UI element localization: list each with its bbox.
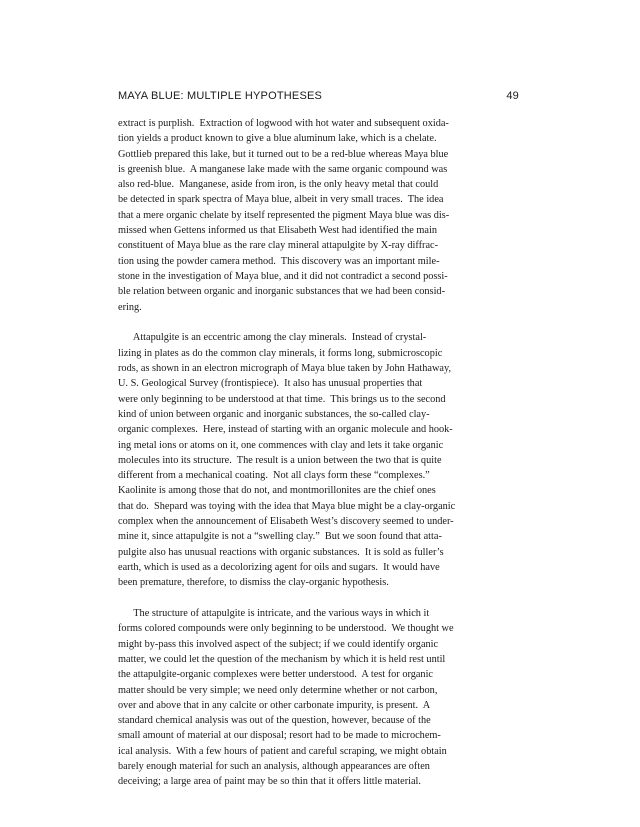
text-line: forms colored compounds were only beginning to be understood. We thought we <box>118 623 454 635</box>
text-line: Attapulgite is an eccentric among the clay minerals. Instead of crystal- <box>118 332 427 344</box>
text-line: different from a mechanical coating. Not all clays form these “complexes.” <box>118 470 430 482</box>
text-line: been premature, therefore, to dismiss the clay-organic hypothesis. <box>118 577 389 589</box>
text-line: U. S. Geological Survey (frontispiece). It also has unusual properties that <box>118 378 423 390</box>
text-line: that do. Shepard was toying with the idea that Maya blue might be a clay-organic <box>118 500 456 512</box>
paragraph-gap <box>118 591 520 607</box>
text-line: Gottlieb prepared this lake, but it turned out to be a red-blue whereas Maya blue <box>118 148 449 160</box>
text-line: pulgite also has unusual reactions with organic substances. It is sold as fuller’s <box>118 546 444 558</box>
text-line: complex when the announcement of Elisabeth West’s discovery seemed to under- <box>118 516 454 528</box>
text-line: extract is purplish. Extraction of logwood with hot water and subsequent oxida- <box>118 118 449 129</box>
text-line: ble relation between organic and inorganic substances that we had been consid- <box>118 286 446 298</box>
text-line: deceiving; a large area of paint may be so thin that it offers little material. <box>118 776 421 788</box>
text-line: also red-blue. Manganese, aside from iron, is the only heavy metal that could <box>118 179 439 191</box>
body-text <box>118 116 520 790</box>
paragraph <box>118 606 520 790</box>
text-line: Kaolinite is among those that do not, and montmorillonites are the chief ones <box>118 485 436 497</box>
text-line: be detected in spark spectra of Maya blue, albeit in very small traces. The idea <box>118 194 444 206</box>
text-line: missed when Gettens informed us that Elisabeth West had identified the main <box>118 225 437 237</box>
text-line: ering. <box>118 301 142 313</box>
text-line: small amount of material at our disposal; resort had to be made to microchem- <box>118 730 441 742</box>
text-line: that a mere organic chelate by itself represented the pigment Maya blue was dis- <box>118 209 450 221</box>
text-line: lizing in plates as do the common clay minerals, it forms long, submicroscopic <box>118 347 443 359</box>
text-line: rods, as shown in an electron micrograph of Maya blue taken by John Hathaway, <box>118 363 452 375</box>
text-line: The structure of attapulgite is intricate, and the various ways in which it <box>118 608 430 620</box>
text-line: earth, which is used as a decolorizing agent for oils and sugars. It would have <box>118 561 440 573</box>
text-line: tion using the powder camera method. This discovery was an important mile- <box>118 255 440 267</box>
text-line: standard chemical analysis was out of the question, however, because of the <box>118 715 431 727</box>
text-line: the attapulgite-organic complexes were better understood. A test for organic <box>118 669 434 681</box>
text-line: kind of union between organic and inorganic substances, the so-called clay- <box>118 408 430 420</box>
text-line: over and above that in any calcite or other carbonate impurity, is present. A <box>118 699 431 711</box>
running-head-title: MAYA BLUE: MULTIPLE HYPOTHESES <box>118 90 323 102</box>
text-line: organic complexes. Here, instead of starting with an organic molecule and hook- <box>118 424 453 436</box>
text-line: ing metal ions or atoms on it, one commences with clay and lets it take organic <box>118 439 444 451</box>
text-line: matter should be very simple; we need only determine whether or not carbon, <box>118 684 438 696</box>
paragraph-gap <box>118 315 520 331</box>
text-line: tion yields a product known to give a blue aluminum lake, which is a chelate. <box>118 133 437 145</box>
text-line: barely enough material for such an analysis, although appearances are often <box>118 761 430 773</box>
text-line: matter, we could let the question of the mechanism by which it is held rest until <box>118 653 446 665</box>
text-line: is greenish blue. A manganese lake made with the same organic compound was <box>118 163 448 175</box>
text-line: might by-pass this involved aspect of the subject; if we could identify organic <box>118 638 439 650</box>
text-line: constituent of Maya blue as the rare clay mineral attapulgite by X-ray diffrac- <box>118 240 439 252</box>
text-line: ical analysis. With a few hours of patient and careful scraping, we might obtain <box>118 745 447 757</box>
running-head <box>118 90 519 104</box>
paragraph <box>118 330 520 590</box>
text-line: were only beginning to be understood at that time. This brings us to the second <box>118 393 446 405</box>
paragraph <box>118 116 520 315</box>
text-line: mine it, since attapulgite is not a “swelling clay.” But we soon found that atta- <box>118 531 442 543</box>
text-line: stone in the investigation of Maya blue, and it did not contradict a second possi- <box>118 270 448 282</box>
page-number: 49 <box>506 90 519 102</box>
text-line: molecules into its structure. The result is a union between the two that is quite <box>118 454 442 466</box>
